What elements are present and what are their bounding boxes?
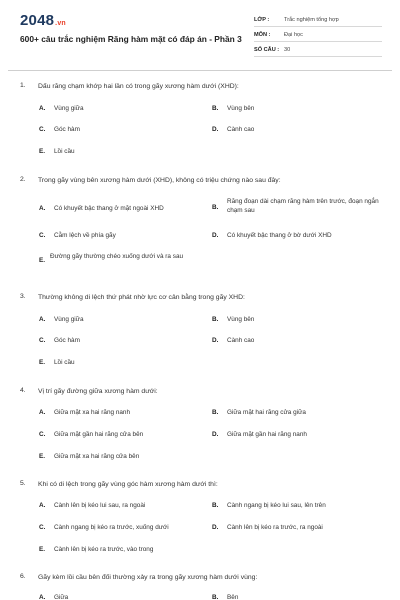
option-letter: C.	[39, 431, 46, 438]
option-text: Giữa mặt xa hai răng nanh	[54, 409, 131, 416]
page-header	[0, 0, 400, 62]
option-letter: C.	[39, 337, 46, 344]
question-number: 3.	[20, 293, 26, 300]
meta-value: Trắc nghiệm tổng hợp	[284, 17, 339, 23]
meta-subject-row	[254, 28, 382, 42]
question-number: 1.	[20, 82, 26, 89]
question-text: Gãy kèm lồi cầu bên đối thường xảy ra trong gãy xương hàm dưới vùng:	[38, 574, 258, 581]
option-text: Vùng bên	[227, 316, 255, 323]
option-letter: A.	[39, 502, 46, 509]
question-number: 5.	[20, 480, 26, 487]
option-letter: A.	[39, 409, 46, 416]
option-letter: B.	[212, 502, 219, 509]
option-text: Cành lên bị kéo lui sau, ra ngoài	[54, 502, 146, 509]
logo-text: 2048	[20, 12, 55, 29]
meta-value: 30	[284, 47, 291, 53]
question-number: 4.	[20, 387, 26, 394]
option-text: Cành lên bị kéo ra trước, ra ngoài	[227, 524, 323, 531]
option-text: Vùng bên	[227, 105, 255, 112]
question-text: Trong gãy vùng bên xương hàm dưới (XHD), không có triệu chứng nào sau đây:	[38, 177, 281, 184]
site-logo[interactable]	[20, 12, 66, 29]
option-letter: A.	[39, 594, 46, 600]
option-letter: D.	[212, 431, 219, 438]
meta-key: MÔN :	[254, 32, 271, 38]
option-text: Vùng giữa	[54, 316, 84, 323]
option-letter: D.	[212, 232, 219, 239]
option-letter: B.	[212, 594, 219, 600]
meta-value: Đại học	[284, 32, 303, 38]
option-text: Lồi cầu	[54, 359, 75, 366]
option-text: Bên	[227, 594, 239, 600]
option-letter: A.	[39, 105, 46, 112]
option-letter: D.	[212, 126, 219, 133]
option-text: Vùng giữa	[54, 105, 84, 112]
logo-suffix: .vn	[55, 20, 66, 27]
option-letter: E.	[39, 359, 46, 366]
option-text: Giữa mặt xa hai răng cửa bên	[54, 453, 140, 460]
option-letter: B.	[212, 409, 219, 416]
option-letter: E.	[39, 148, 46, 155]
option-text: Giữa mặt gần hai răng cửa bên	[54, 431, 144, 438]
option-text: Răng đoạn dài chạm răng hàm trên trước, đoạn ngắn chạm sau	[227, 198, 379, 214]
document-title: 600+ câu trắc nghiệm Răng hàm mặt có đáp án - Phần 3	[20, 34, 242, 44]
option-letter: C.	[39, 126, 46, 133]
option-letter: C.	[39, 524, 46, 531]
option-text: Cành lên bị kéo ra trước, vào trong	[54, 546, 154, 553]
option-letter: E.	[39, 453, 46, 460]
option-letter: B.	[212, 204, 219, 211]
meta-key: LỚP :	[254, 17, 270, 23]
option-letter: C.	[39, 232, 46, 239]
question-text: Dấu răng chạm khớp hai lần có trong gãy xương hàm dưới (XHD):	[38, 83, 239, 90]
option-text: Cành ngang bị kéo lui sau, lên trên	[227, 502, 326, 509]
option-letter: B.	[212, 316, 219, 323]
option-text: Có khuyết bậc thang ở bờ dưới XHD	[227, 232, 332, 239]
option-text: Cằm lệch về phía gãy	[54, 232, 116, 239]
option-text: Giữa	[54, 594, 69, 600]
option-letter: E.	[39, 546, 46, 553]
option-text: Lồi cầu	[54, 148, 75, 155]
option-letter: A.	[39, 205, 46, 212]
meta-count-row	[254, 43, 382, 57]
question-number: 6.	[20, 573, 26, 580]
question-text: Vị trí gãy đường giữa xương hàm dưới:	[38, 388, 158, 395]
option-text: Giữa mặt gần hai răng nanh	[227, 431, 307, 438]
header-divider	[8, 70, 392, 71]
option-text: Cành cao	[227, 337, 255, 344]
option-text: Cành cao	[227, 126, 255, 133]
option-letter: E.	[39, 257, 46, 264]
option-letter: A.	[39, 316, 46, 323]
question-text: Khi có di lệch trong gãy vùng góc hàm xương hàm dưới thì:	[38, 481, 218, 488]
option-text: Có khuyết bậc thang ở mặt ngoài XHD	[54, 205, 164, 212]
option-letter: D.	[212, 337, 219, 344]
question-text: Thường không di lệch thứ phát nhờ lực cơ cân bằng trong gãy XHD:	[38, 294, 245, 301]
option-text: Cành ngang bị kéo ra trước, xuống dưới	[54, 524, 169, 531]
question-number: 2.	[20, 176, 26, 183]
option-text: Đường gãy thường chéo xuống dưới và ra sau	[50, 253, 184, 260]
option-letter: D.	[212, 524, 219, 531]
option-text: Góc hàm	[54, 337, 80, 344]
meta-class-row	[254, 13, 382, 27]
meta-key: SỐ CÂU :	[254, 47, 280, 53]
option-letter: B.	[212, 105, 219, 112]
option-text: Giữa mặt hai răng cửa giữa	[227, 409, 306, 416]
option-text: Góc hàm	[54, 126, 80, 133]
